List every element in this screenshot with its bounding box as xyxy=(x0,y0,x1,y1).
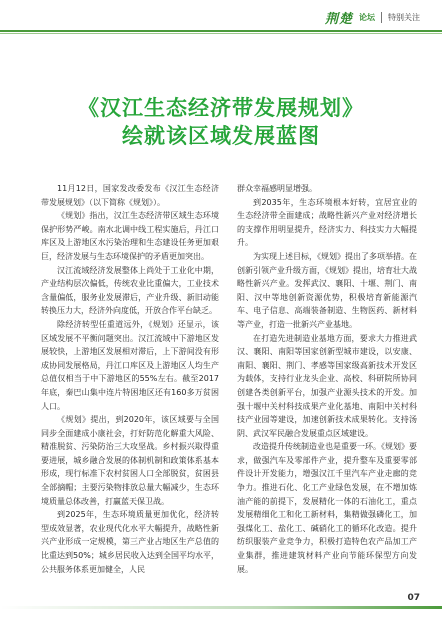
article-column-right xyxy=(237,182,417,576)
brand-logo: 荆楚 xyxy=(324,11,353,27)
footer-rule xyxy=(0,606,442,609)
article-title xyxy=(0,94,442,150)
page-number: 07 xyxy=(407,593,420,603)
paragraph: 到2025年，生态环境质量更加优化，经济转型成效显著，农业现代化水平大幅提升，战略性新兴产业形成一定规模，第三产业占地区生产总值的比重达到50%；城乡居民收入达到全国平均水平，公共服务体系更加健全，人民 xyxy=(41,510,219,574)
paragraph: 在打造先进制造业基地方面，要求大力推进武汉、襄阳、南阳等国家创新型城市建设，以安康、南阳、襄阳、荆门、孝感等国家级高新技术开发区为载体，支持行业龙头企业、高校、科研院所协同创建各类创新平台，加强产业源头技术的开发。加强十堰中关村科技成果产业化基地、南阳中关村科技产业园等建设，加速创新技术成果转化。支持汤阴、武汉军民融合发展重点区域建设。 xyxy=(237,333,417,438)
title-line-1: 《汉江生态经济带发展规划》 xyxy=(78,96,364,120)
paragraph: 11月12日，国家发改委发布《汉江生态经济带发展规划》（以下简称《规划》）。 xyxy=(41,184,219,207)
title-line-2: 绘就该区域发展蓝图 xyxy=(122,124,320,148)
paragraph: 《规划》提出，到2020年，该区域要与全国同步全面建成小康社会，打好防范化解重大风险、精准脱贫、污染防治三大攻坚战。乡村振兴取得重要进展，城乡融合发展的体制机制和政策体系基本形成，现行标准下农村贫困人口全部脱贫，贫困县全部摘帽；主要污染物排放总量大幅减少，生态环境质量总体改善，打赢蓝天保卫战。 xyxy=(41,415,219,506)
brand-separator xyxy=(381,12,382,23)
header-rule xyxy=(0,30,442,32)
column-name: 特别关注 xyxy=(388,12,420,22)
masthead xyxy=(325,7,420,27)
paragraph: 改造提升传统制造业也是重要一环。《规划》要求，做强汽车及零部件产业，提升整车及重要零部件设计开发能力，增强汉江千里汽车产业走廊的竞争力。推进石化、化工产业绿色发展，在不增加炼油产能的前提下，发展精化一体的石油化工，重点发展精细化工和化工新材料，集精做强磷化工，加强煤化工、盐化工、碱硝化工的循环化改造。提升纺织服装产业竞争力，积极打造特色农产品加工产业集群，推进建筑材料产业向节能环保型方向发展。 xyxy=(237,442,417,574)
page-header xyxy=(0,0,442,36)
paragraph: 除经济转型任重道远外，《规划》还显示，该区域发展不平衡问题突出。汉江流域中下游地区发展较快，上游地区发展相对滞后，上下游间没有形成协同发展格局，丹江口库区及上游地区人均生产总值仅相当于中下游地区的55%左右。截至2017年底，秦巴山集中连片特困地区还有160多万贫困人口。 xyxy=(41,319,219,411)
paragraph: 到2035年，生态环境根本好转，宜居宜业的生态经济带全面建成；战略性新兴产业对经济增长的支撑作用明显提升，经济实力、科技实力大幅提升。 xyxy=(237,197,417,248)
article-column-left xyxy=(41,182,219,576)
brand-subtitle: 论坛 xyxy=(359,12,375,22)
header-rule-thin xyxy=(0,33,442,34)
paragraph: 汉江流域经济发展整体上尚处于工业化中期，产业结构层次偏低，传统农业比重偏大，工业技术含量偏低，服务业发展滞后，产业升级、新旧动能转换压力大，经济外向度低，开放合作平台缺乏。 xyxy=(41,265,219,316)
paragraph: 《规划》指出，汉江生态经济带区域生态环境保护形势严峻。南水北调中线工程实施后，丹江口库区及上游地区水污染治理和生态建设任务更加艰巨，经济发展与生态环境保护的矛盾更加突出。 xyxy=(41,211,219,261)
paragraph: 群众幸福感明显增强。 xyxy=(237,184,317,193)
paragraph: 为实现上述目标，《规划》提出了多项举措。在创新引领产业升级方面，《规划》提出，培育壮大战略性新兴产业。发挥武汉、襄阳、十堰、荆门、南阳、汉中等地创新资源优势，积极培育新能源汽车、电子信息、高端装备制造、生物医药、新材料等产业，打造一批新兴产业基地。 xyxy=(237,251,417,329)
